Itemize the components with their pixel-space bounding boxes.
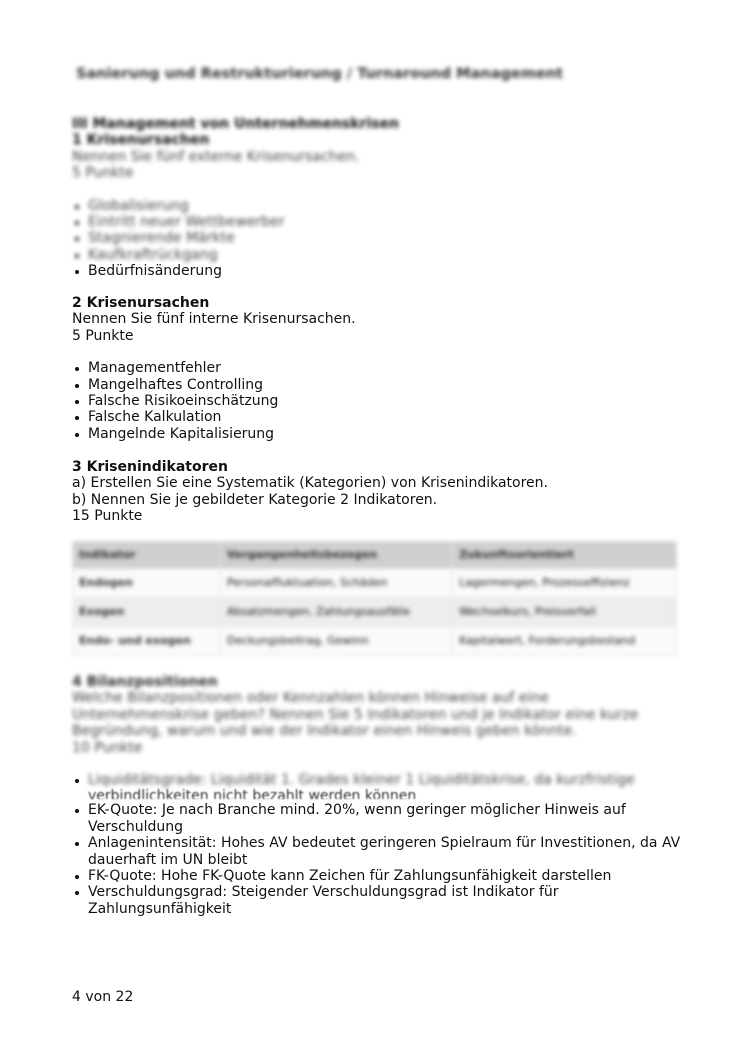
table-cell: Exogen bbox=[73, 598, 221, 627]
section-question: Welche Bilanzpositionen oder Kennzahlen können Hinweise auf eine Unternehmenskrise geben? Nennen Sie 5 Indikatoren und je Indikator eine kurze Begründung, warum und wie der Indikator einen Hinweis geben könnte. bbox=[72, 690, 639, 740]
section-crisis-indicators bbox=[72, 459, 682, 525]
section-points: 15 Punkte bbox=[72, 508, 143, 525]
answer-list bbox=[72, 198, 682, 280]
answer-list bbox=[72, 772, 682, 917]
section-heading: 2 Krisenursachen bbox=[72, 295, 210, 311]
section-points: 10 Punkte bbox=[72, 739, 143, 756]
table-header: Indikator bbox=[73, 542, 221, 569]
chapter-heading: III Management von Unternehmenskrisen bbox=[72, 116, 400, 132]
question-b: b) Nennen Sie je gebildeter Kategorie 2 Indikatoren. bbox=[72, 491, 438, 508]
list-item: Kaufkraftrückgang bbox=[88, 247, 682, 263]
table-row bbox=[73, 627, 677, 656]
list-item: Mangelhaftes Controlling bbox=[88, 377, 682, 393]
table-row bbox=[73, 598, 677, 627]
answer-list bbox=[72, 360, 682, 442]
list-item: Eintritt neuer Wettbewerber bbox=[88, 214, 682, 230]
table-cell: Endogen bbox=[73, 569, 221, 598]
list-item bbox=[88, 772, 682, 799]
list-item: Falsche Risikoeinschätzung bbox=[88, 393, 682, 409]
list-item-tail: verbindlichkeiten nicht bezahlt werden können bbox=[88, 788, 417, 800]
table-cell: Personalfluktuation, Schäden bbox=[220, 569, 452, 598]
section-question: Nennen Sie fünf interne Krisenursachen. bbox=[72, 311, 356, 328]
table-cell: Lagermengen, Prozesseffizienz bbox=[453, 569, 677, 598]
question-a: a) Erstellen Sie eine Systematik (Kategorien) von Krisenindikatoren. bbox=[72, 475, 548, 492]
table-cell: Kapitalwert, Forderungsbestand bbox=[453, 627, 677, 656]
section-points: 5 Punkte bbox=[72, 327, 134, 344]
indicator-table bbox=[72, 541, 677, 656]
list-item: Anlagenintensität: Hohes AV bedeutet geringeren Spielraum für Investitionen, da AV dauerhaft im UN bleibt bbox=[88, 835, 681, 868]
list-item: EK-Quote: Je nach Branche mind. 20%, wenn geringer möglicher Hinweis auf Verschuldung bbox=[88, 802, 682, 835]
section-balance-items bbox=[72, 674, 682, 917]
section-internal-causes bbox=[72, 295, 682, 442]
table-row bbox=[73, 569, 677, 598]
section-heading: 1 Krisenursachen bbox=[72, 132, 210, 149]
document-title: Sanierung und Restrukturierung / Turnaround Management bbox=[76, 66, 563, 82]
table-header: Vergangenheitsbezogen bbox=[220, 542, 452, 569]
list-item: Falsche Kalkulation bbox=[88, 409, 682, 425]
list-item: Bedürfnisänderung bbox=[88, 263, 682, 279]
list-item: Managementfehler bbox=[88, 360, 682, 376]
section-heading: 3 Krisenindikatoren bbox=[72, 459, 228, 475]
list-item: Globalisierung bbox=[88, 198, 682, 214]
section-points: 5 Punkte bbox=[72, 165, 134, 182]
table-cell: Absatzmengen, Zahlungsausfälle bbox=[220, 598, 452, 627]
blurred-question-block bbox=[72, 674, 682, 756]
list-item-blurred: Liquiditätsgrade: Liquidität 1. Grades kleiner 1 Liquiditätskrise, da kurzfristige bbox=[88, 772, 635, 789]
table-cell: Deckungsbeitrag, Gewinn bbox=[220, 627, 452, 656]
table-cell: Endo- und exogen bbox=[73, 627, 221, 656]
list-item: Stagnierende Märkte bbox=[88, 230, 682, 246]
list-item: Mangelnde Kapitalisierung bbox=[88, 426, 682, 442]
page-number: 4 von 22 bbox=[72, 989, 134, 1005]
section-heading: 4 Bilanzpositionen bbox=[72, 674, 218, 690]
list-item: FK-Quote: Hohe FK-Quote kann Zeichen für Zahlungsunfähigkeit darstellen bbox=[88, 868, 682, 884]
list-item: Verschuldungsgrad: Steigender Verschuldungsgrad ist Indikator für Zahlungsunfähigkeit bbox=[88, 884, 682, 917]
section-external-causes bbox=[72, 116, 682, 280]
table-header: Zukunftsorientiert bbox=[453, 542, 677, 569]
table-cell: Wechselkurs, Preisverfall bbox=[453, 598, 677, 627]
section-question: Nennen Sie fünf externe Krisenursachen. bbox=[72, 148, 360, 165]
